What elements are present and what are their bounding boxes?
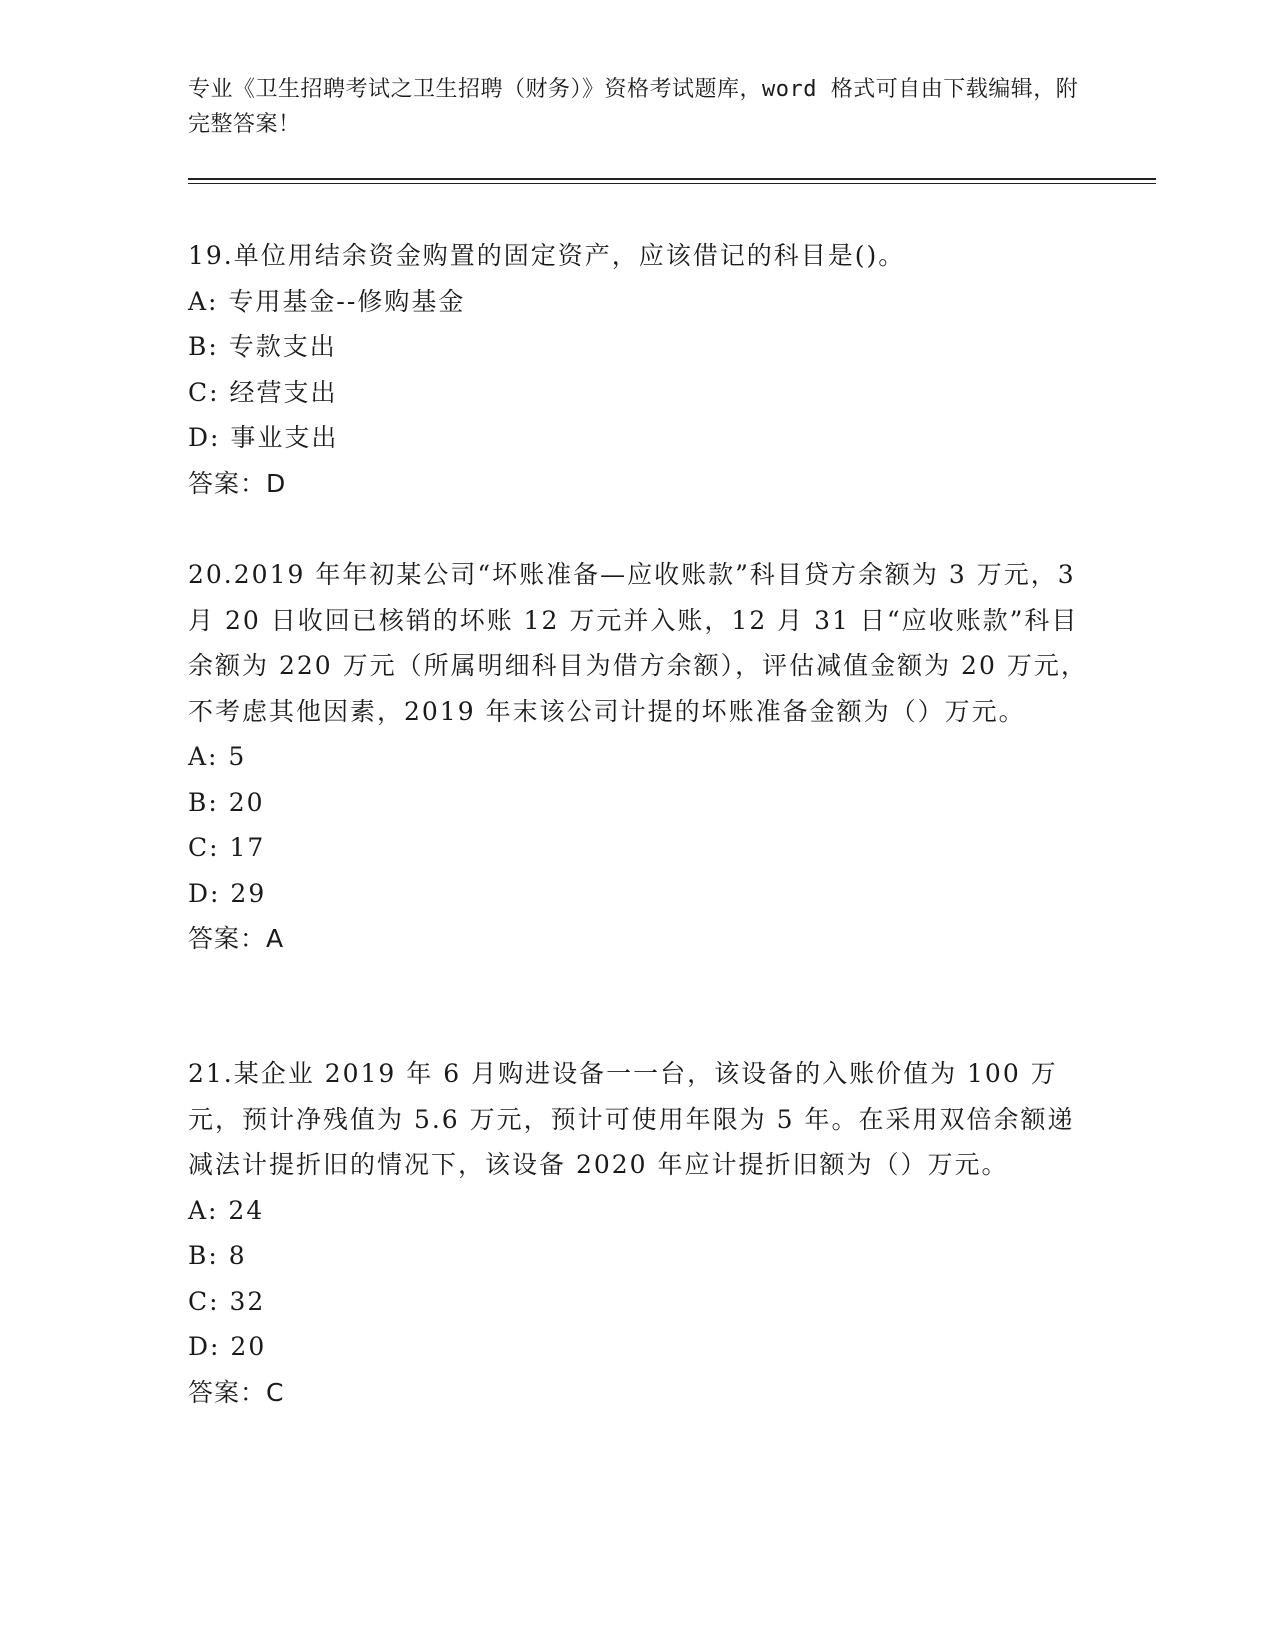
question-stem: 21.某企业 2019 年 6 月购进设备一一台，该设备的入账价值为 100 万元，预计净残值为 5.6 万元，预计可使用年限为 5 年。在采用双倍余额递减法计提折旧的情况下，该设备 2020 年应计提折旧额为（）万元。	[188, 1059, 1075, 1179]
question-21	[188, 1051, 1088, 1415]
option-d: D: 20	[188, 1332, 267, 1361]
option-c: C: 17	[188, 833, 266, 862]
option-c: C: 经营支出	[188, 377, 338, 407]
question-stem: 20.2019 年年初某公司“坏账准备—应收账款”科目贷方余额为 3 万元，3 月 20 日收回已核销的坏账 12 万元并入账，12 月 31 日“应收账款”科目余额为 220 万元（所属明细科目为借方余额），评估减值金额为 20 万元，不考虑其他因素，2019 年末该公司计提的坏账准备金额为（）万元。	[188, 560, 1088, 726]
question-19	[188, 233, 1088, 506]
option-a: A: 5	[188, 742, 247, 771]
option-d: D: 29	[188, 878, 267, 908]
option-a: A: 24	[188, 1195, 265, 1225]
option-b: B: 专款支出	[188, 332, 337, 361]
answer: 答案：A	[188, 924, 285, 953]
option-b: B: 20	[188, 787, 265, 817]
option-d: D: 事业支出	[188, 423, 339, 452]
answer: 答案：D	[188, 468, 287, 498]
header-divider-thick	[188, 178, 1156, 180]
option-b: B: 8	[188, 1241, 247, 1270]
question-20	[188, 552, 1088, 962]
answer: 答案：C	[188, 1377, 285, 1407]
question-stem: 19.单位用结余资金购置的固定资产，应该借记的科目是()。	[188, 241, 906, 270]
option-a: A: 专用基金--修购基金	[188, 286, 466, 316]
document-header: 专业《卫生招聘考试之卫生招聘（财务）》资格考试题库，word 格式可自由下载编辑，附完整答案！	[188, 77, 1079, 137]
option-c: C: 32	[188, 1286, 266, 1316]
header-divider-thin	[188, 183, 1156, 184]
